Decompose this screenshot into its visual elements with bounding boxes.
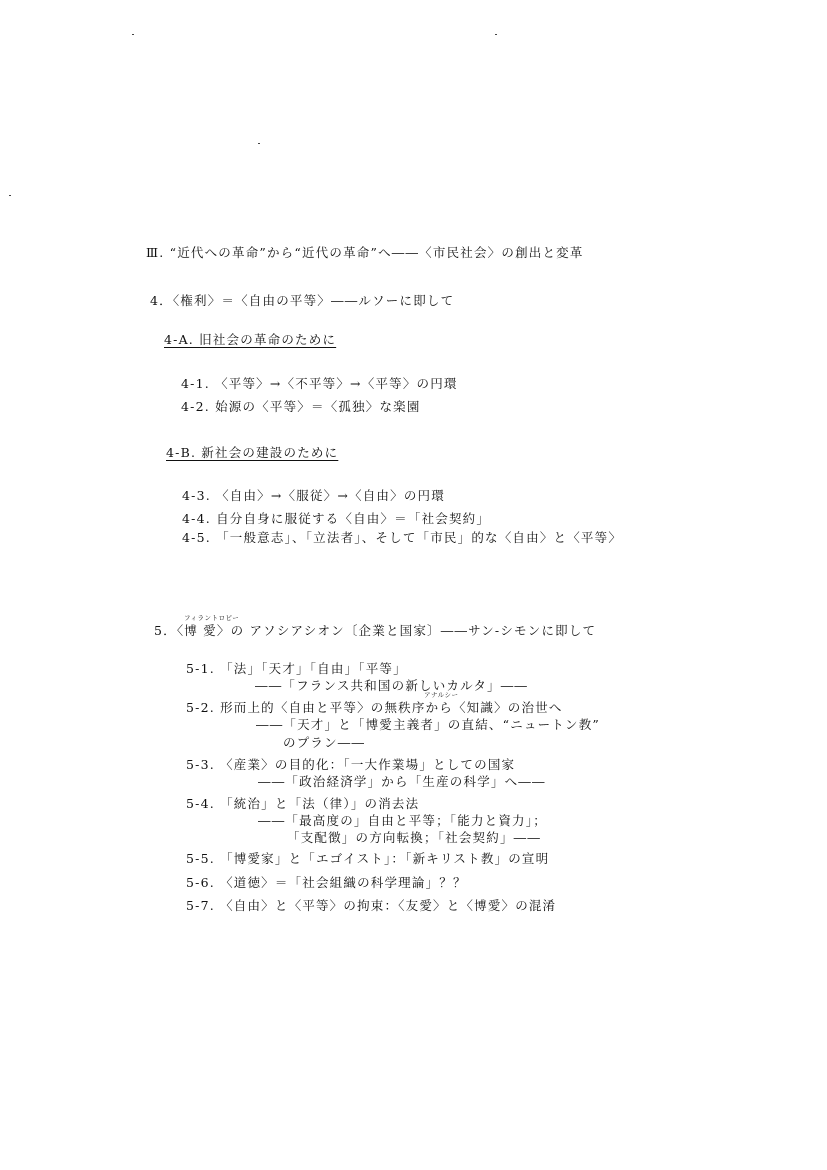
list-item: 5-4. 「統治」と「法（律）」の消去法 xyxy=(186,796,420,811)
list-item: 4-4. 自分自身に服従する〈自由〉＝「社会契約」 xyxy=(182,511,491,526)
list-item: 5-2. 形而上的〈自由と平等〉の無秩序から〈知識〉の治世へ xyxy=(186,700,563,715)
section-4-title: 4．〈権利〉＝〈自由の平等〉――ルソーに即して xyxy=(150,293,455,308)
subsection-4b-title: 4-B. 新社会の建設のために xyxy=(166,445,339,460)
subsection-4a-title: 4-A. 旧社会の革命のために xyxy=(164,332,337,347)
list-item-continuation: のプラン―― xyxy=(283,735,366,750)
list-item: 5-1. 「法」「天才」「自由」「平等」 xyxy=(186,661,407,676)
ruby-annotation: アナルシー xyxy=(424,691,459,699)
ruby-annotation: フィラントロピー xyxy=(184,614,240,622)
list-item-continuation: 「支配徴」の方向転換；「社会契約」―― xyxy=(287,830,542,845)
list-item: 5-3. 〈産業〉の目的化：「一大作業場」としての国家 xyxy=(186,757,516,772)
scan-speck xyxy=(132,34,134,35)
list-item: 4-3. 〈自由〉→〈服従〉→〈自由〉の円環 xyxy=(182,488,445,503)
list-item-continuation: ――「フランス共和国の新しいカルタ」―― xyxy=(255,678,529,693)
list-item: 4-2. 始源の〈平等〉＝〈孤独〉な楽園 xyxy=(181,399,421,414)
chapter-heading: Ⅲ. “近代への革命”から“近代の革命”へ――〈市民社会〉の創出と変革 xyxy=(146,245,584,260)
scan-speck xyxy=(9,195,11,196)
list-item: 5-6. 〈道徳〉＝「社会組織の科学理論」？？ xyxy=(186,875,467,890)
list-item-continuation: ――「政治経済学」から「生産の科学」へ―― xyxy=(258,774,546,789)
scan-speck xyxy=(258,143,260,144)
list-item-continuation: ――「天才」と「博愛主義者」の直結、“ニュートン教” xyxy=(256,717,600,732)
list-item: 4-1. 〈平等〉→〈不平等〉→〈平等〉の円環 xyxy=(181,376,458,391)
scan-speck xyxy=(495,34,497,35)
list-item-continuation: ――「最高度の」自由と平等；「能力と資力」； xyxy=(258,813,547,828)
list-item: 4-5. 「一般意志」、「立法者」、そして「市民」的な〈自由〉と〈平等〉 xyxy=(182,530,623,545)
list-item: 5-5. 「博愛家」と「エゴイスト」：「新キリスト教」の宣明 xyxy=(186,851,550,866)
section-5-title: 5．〈博 愛〉の アソシアシオン〔企業と国家〕――サン-シモンに即して xyxy=(154,623,597,638)
list-item: 5-7. 〈自由〉と〈平等〉の拘束：〈友愛〉と〈博愛〉の混淆 xyxy=(186,898,557,913)
